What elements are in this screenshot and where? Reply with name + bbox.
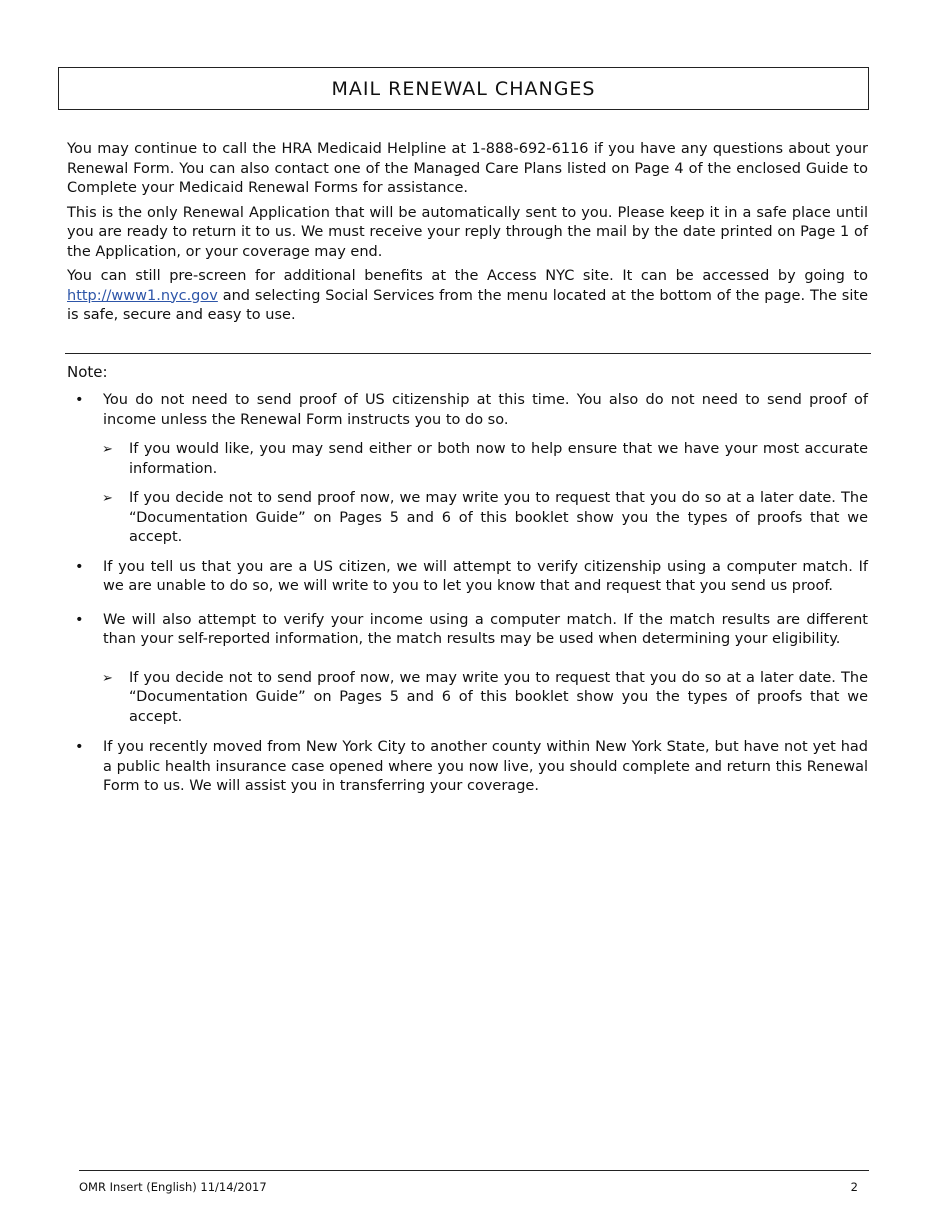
arrow-bullet-icon: ➢ <box>102 442 113 457</box>
note-sub-item-1-text: If you would like, you may send either or both now to help ensure that we have your most accurate information. <box>129 441 868 477</box>
note-bullet-1 <box>67 391 868 430</box>
helpline-paragraph: You may continue to call the HRA Medicaid Helpline at 1-888-692-6116 if you have any questions about your Renewal Form. You can also contact one of the Managed Care Plans listed on Page 4 of the enclosed Guide to Complete your Medicaid Renewal Forms for assistance. <box>67 141 868 196</box>
arrow-bullet-icon: ➢ <box>102 670 113 686</box>
note-bullet-4-text: If you recently moved from New York City to another county within New York State, but have not yet had a public health insurance case opened where you now live, you should complete and return this Renewal Form to us. We will assist you in transferring your coverage. <box>103 739 868 794</box>
note-bullet-4 <box>67 738 868 797</box>
note-bullet-2-text: If you tell us that you are a US citizen, we will attempt to verify citizenship using a computer match. If we are unable to do so, we will write to you to let you know that and request that you send us proof. <box>103 558 868 594</box>
note-sub-item-2-text: If you decide not to send proof now, we may write you to request that you do so at a later date. The “Documentation Guide” on Pages 5 and 6 of this booklet show you the types of proofs that we accept. <box>129 490 868 545</box>
note-bullet-3 <box>67 611 868 650</box>
renewal-paragraph: This is the only Renewal Application that will be automatically sent to you. Please keep it in a safe place until you are ready to return it to us. We must receive your reply through the mail by the date printed on Page 1 of the Application, or your coverage may end. <box>67 204 868 260</box>
footer-form-id: OMR Insert (English) 11/14/2017 <box>79 1180 267 1194</box>
note-sub-item-3-text: If you decide not to send proof now, we may write you to request that you do so at a later date. The “Documentation Guide” on Pages 5 and 6 of this booklet show you the types of proofs that we accept. <box>129 669 868 725</box>
bullet-icon: • <box>75 558 84 575</box>
nyc-gov-link[interactable]: http://www1.nyc.gov <box>67 287 218 304</box>
title-box <box>58 67 869 110</box>
page-title: MAIL RENEWAL CHANGES <box>331 77 596 100</box>
bullet-icon: • <box>75 739 84 755</box>
bullet-icon: • <box>75 392 84 408</box>
footer-divider <box>79 1170 869 1171</box>
note-sub-item-2 <box>67 489 868 548</box>
note-sub-item-3 <box>67 669 868 728</box>
intro-section <box>67 140 868 331</box>
page-number: 2 <box>850 1180 858 1194</box>
access-nyc-paragraph <box>67 267 868 326</box>
note-sub-item-1 <box>67 440 868 479</box>
access-nyc-text-before: You can still pre-screen for additional benefits at the Access NYC site. It can be accessed by going to <box>67 268 868 284</box>
note-bullet-1-text: You do not need to send proof of US citizenship at this time. You also do not need to send proof of income unless the Renewal Form instructs you to do so. <box>103 392 868 428</box>
note-label: Note: <box>67 363 108 381</box>
notes-list <box>67 391 868 797</box>
note-bullet-2 <box>67 558 868 597</box>
section-divider <box>65 353 871 354</box>
arrow-bullet-icon: ➢ <box>102 491 113 506</box>
note-bullet-3-text: We will also attempt to verify your income using a computer match. If the match results are different than your self-reported information, the match results may be used when determining your eligibility. <box>103 611 868 647</box>
bullet-icon: • <box>75 611 84 628</box>
access-nyc-text-after: and selecting Social Services from the menu located at the bottom of the page. The site is safe, secure and easy to use. <box>67 287 868 323</box>
